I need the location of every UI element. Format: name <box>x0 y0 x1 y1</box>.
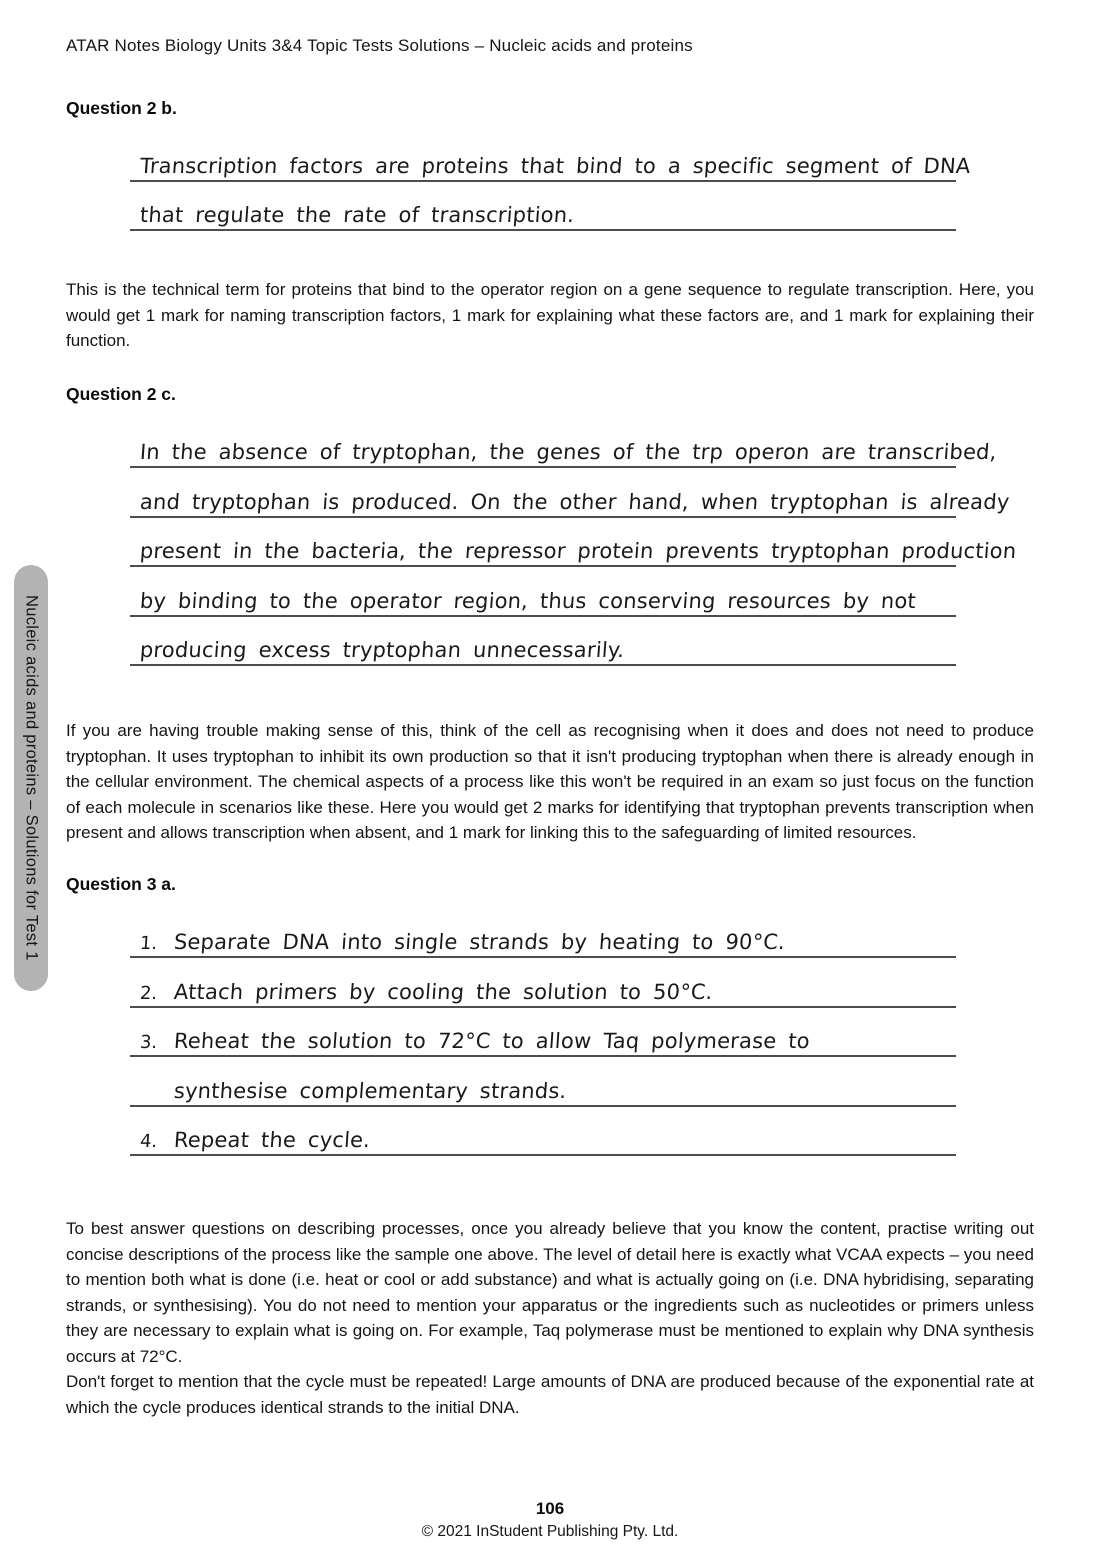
page-content <box>66 36 1034 1420</box>
answer-line <box>130 133 972 182</box>
running-header: ATAR Notes Biology Units 3&4 Topic Tests Solutions – Nucleic acids and proteins <box>66 36 693 55</box>
answer-line <box>130 518 1018 568</box>
answer-line <box>130 182 956 231</box>
handwritten-text: Transcription factors are proteins that bind to a specific segment of DNA <box>139 154 972 178</box>
handwritten-text: present in the bacteria, the repressor protein prevents tryptophan production <box>139 539 1018 563</box>
handwritten-text: In the absence of tryptophan, the genes of the trp operon are transcribed, <box>139 440 998 464</box>
handwritten-text: by binding to the operator region, thus conserving resources by not <box>139 588 917 613</box>
handwritten-text: Reheat the solution to 72°C to allow Taq polymerase to <box>173 1029 811 1053</box>
handwritten-text: Attach primers by cooling the solution to 50°C. <box>173 979 714 1004</box>
question-3a-heading: Question 3 a. <box>66 873 176 894</box>
question-2b-heading: Question 2 b. <box>66 98 177 118</box>
answer-line <box>130 1107 956 1157</box>
chapter-tab <box>14 565 48 991</box>
page-number: 106 <box>535 1499 565 1518</box>
question-2b-answer <box>130 133 972 231</box>
handwritten-text: Separate DNA into single strands by heating to 90°C. <box>173 930 786 954</box>
answer-line <box>130 909 956 959</box>
question-2c-heading: Question 2 c. <box>66 383 176 404</box>
handwritten-text: and tryptophan is produced. On the other hand, when tryptophan is already <box>139 489 1011 514</box>
answer-line <box>130 468 1011 518</box>
step-number: 1. <box>139 933 158 954</box>
question-3a-commentary: To best answer questions on describing processes, once you already believe that you know the content, practise writing out concise descriptions of the process like the sample one above. The level of detail here is exactly what VCAA expects – you need to mention both what is done (i.e. heat or cool or add substance) and what is actually going on (i.e. DNA hybridising, separating strands, or synthesising). You do not need to mention your apparatus or the ingredients such as nucleotides or primers unless they are necessary to explain what is going on. For example, Taq polymerase must be mentioned to explain why DNA synthesis occurs at 72°C. <box>66 1219 1034 1366</box>
answer-line <box>130 567 956 617</box>
handwritten-text: that regulate the rate of transcription. <box>139 203 576 227</box>
answer-line <box>130 958 956 1008</box>
answer-line <box>130 1057 956 1107</box>
answer-line <box>130 419 998 469</box>
step-number: 2. <box>139 982 158 1004</box>
page-footer <box>0 1499 1100 1541</box>
copyright-line: © 2021 InStudent Publishing Pty. Ltd. <box>421 1523 679 1540</box>
handwritten-text: synthesise complementary strands. <box>173 1078 568 1103</box>
question-2c-commentary: If you are having trouble making sense of this, think of the cell as recognising when it does and does not need to produce tryptophan. It uses tryptophan to inhibit its own production so that it isn't producing tryptophan when there is already enough in the cellular environment. The chemical aspects of a process like this won't be required in an exam so just focus on the function of each molecule in scenarios like these. Here you would get 2 marks for identifying that tryptophan prevents transcription when present and allows transcription when absent, and 1 mark for linking this to the safeguarding of limited resources. <box>66 721 1034 842</box>
handwritten-text: producing excess tryptophan unnecessarily. <box>139 638 626 662</box>
step-number: 4. <box>139 1131 158 1152</box>
question-3a-answer <box>130 909 956 1157</box>
chapter-tab-label: Nucleic acids and proteins – Solutions for Test 1 <box>22 595 41 961</box>
question-3a-commentary-2: Don't forget to mention that the cycle must be repeated! Large amounts of DNA are produced because of the exponential rate at which the cycle produces identical strands to the initial DNA. <box>66 1372 1034 1417</box>
question-2c-answer <box>130 419 1018 667</box>
answer-line <box>130 1008 956 1058</box>
question-2b-commentary: This is the technical term for proteins that bind to the operator region on a gene sequence to regulate transcription. Here, you would get 1 mark for naming transcription factors, 1 mark for explaining what these factors are, and 1 mark for explaining their function. <box>66 280 1034 350</box>
answer-line <box>130 617 956 667</box>
step-number: 3. <box>139 1032 158 1053</box>
handwritten-text: Repeat the cycle. <box>173 1128 371 1152</box>
